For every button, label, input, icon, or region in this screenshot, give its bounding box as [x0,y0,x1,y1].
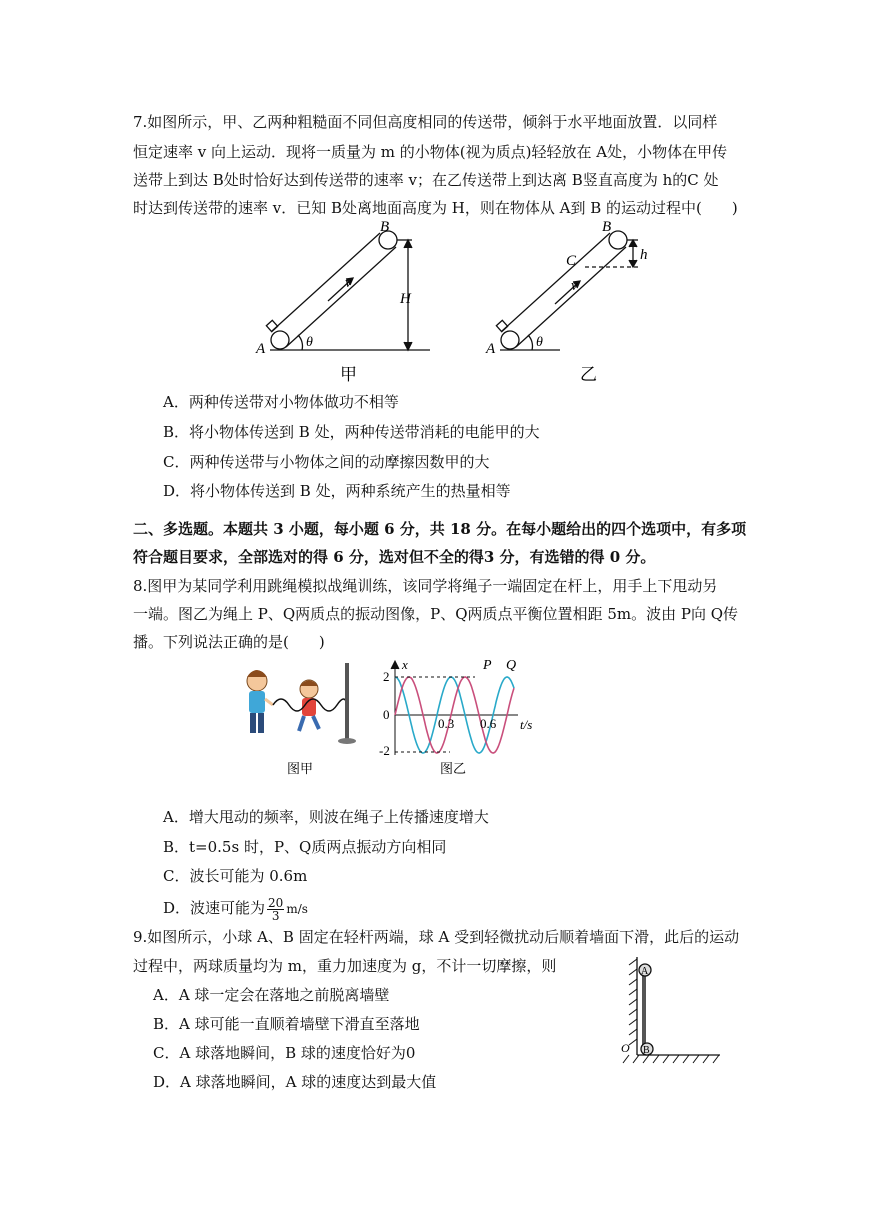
q8-option-a: A．增大甩动的频率，则波在绳子上传播速度增大 [163,808,489,826]
q7-yi-label-v: v [571,278,578,294]
q7-figure [250,215,660,390]
q9-option-c: C．A 球落地瞬间，B 球的速度恰好为0 [153,1044,416,1062]
q8-graph-xtick-06: 0.6 [480,716,497,731]
q8-graph-series-Q: Q [506,658,517,673]
q8-graph-ytick-0: 0 [383,707,390,722]
q7-option-c: C．两种传送带与小物体之间的动摩擦因数甲的大 [163,453,490,471]
q7-line-4: 时达到传送带的速率 v．已知 B处离地面高度为 H，则在物体从 A到 B 的运动过程中( ) [133,199,738,217]
fraction-denominator: 3 [271,908,280,923]
q9-option-d: D．A 球落地瞬间，A 球的速度达到最大值 [153,1073,437,1091]
q7-option-b: B．将小物体传送到 B 处，两种传送带消耗的电能甲的大 [163,423,540,441]
q9-label-A: A [641,966,649,977]
q7-jia-label-A: A [256,341,266,357]
q7-yi-label-A: A [486,341,496,357]
vibration-graph [391,661,518,755]
q9-option-a: A．A 球一定会在落地之前脱离墙壁 [153,986,390,1004]
q8-graph-ylabel: x [402,657,408,672]
q7-jia-label-B: B [380,219,390,235]
q7-yi-label-C: C [566,253,577,269]
ground-hatching [623,1055,719,1063]
q8-option-b: B．t=0.5s 时，P、Q质两点振动方向相同 [163,838,447,856]
q7-jia-label-H: H [400,291,411,307]
q7-jia-label-v: v [345,275,352,291]
q7-yi-label-theta: θ [536,335,543,350]
q7-line-2: 恒定速率 v 向上运动．现将一质量为 m 的小物体(视为质点)轻轻放在 A处，小物体在甲传 [133,143,728,161]
q9-label-O: O [621,1041,630,1055]
q8-graph-xlabel: t/s [520,717,533,732]
section2-line-2: 符合题目要求，全部选对的得 6 分，选对但不全的得3 分，有选错的得 0 分。 [133,548,656,566]
q8-line-1: 8.图甲为某同学利用跳绳模拟战绳训练，该同学将绳子一端固定在杆上，用手上下甩动另 [133,577,718,595]
q9-line-2: 过程中，两球质量均为 m，重力加速度为 g，不计一切摩擦，则 [133,957,557,975]
q8-graph-ytick-neg2: -2 [379,743,390,758]
section2-line-1: 二、多选题。本题共 3 小题，每小题 6 分，共 18 分。在每小题给出的四个选项中，有多项 [133,520,747,538]
q8-option-c: C．波长可能为 0.6m [163,867,308,885]
fraction-numerator: 20 [268,895,284,910]
q7-option-d: D．将小物体传送到 B 处，两种系统产生的热量相等 [163,482,511,500]
q7-jia-caption: 甲 [340,365,357,384]
q8-graph-series-P: P [483,658,492,673]
q7-option-a: A．两种传送带对小物体做功不相等 [163,393,399,411]
q8-fig-jia-caption: 图甲 [287,761,314,776]
q8-graph-ytick-2: 2 [383,669,390,684]
wall-hatching [629,959,637,1045]
q8-figure [235,655,545,780]
q8-line-2: 一端。图乙为绳上 P、Q两质点的振动图像，P、Q两质点平衡位置相距 5m。波由 P向 Q传 [133,605,739,623]
q8-line-3: 播。下列说法正确的是( ) [133,633,325,651]
q9-option-b: B．A 球可能一直顺着墙壁下滑直至落地 [153,1015,420,1033]
q7-jia-label-theta: θ [306,335,313,350]
q8-option-d-text: D．波速可能为 [163,899,266,917]
q7-line-1: 7.如图所示，甲、乙两种粗糙面不同但高度相同的传送带，倾斜于水平地面放置．以同样 [133,113,718,131]
q9-line-1: 9.如图所示，小球 A、B 固定在轻杆两端，球 A 受到轻微扰动后顺着墙面下滑，此后的运动 [133,928,740,946]
q8-option-d-fraction [267,897,284,922]
q9-figure [615,955,725,1070]
q8-graph-xtick-03: 0.3 [438,716,455,731]
q8-option-d [163,893,308,924]
q7-line-3: 送带上到达 B处时恰好达到传送带的速率 v；在乙传送带上到达离 B竖直高度为 h的C 处 [133,171,719,189]
kids-illustration [247,663,356,744]
q7-yi-label-B: B [602,219,612,235]
q9-label-B: B [643,1045,650,1056]
fraction-unit: m/s [286,902,308,916]
q7-yi-caption: 乙 [580,365,597,384]
conveyor-yi [496,231,638,350]
q7-yi-label-h: h [640,247,648,263]
q8-fig-yi-caption: 图乙 [440,761,467,776]
